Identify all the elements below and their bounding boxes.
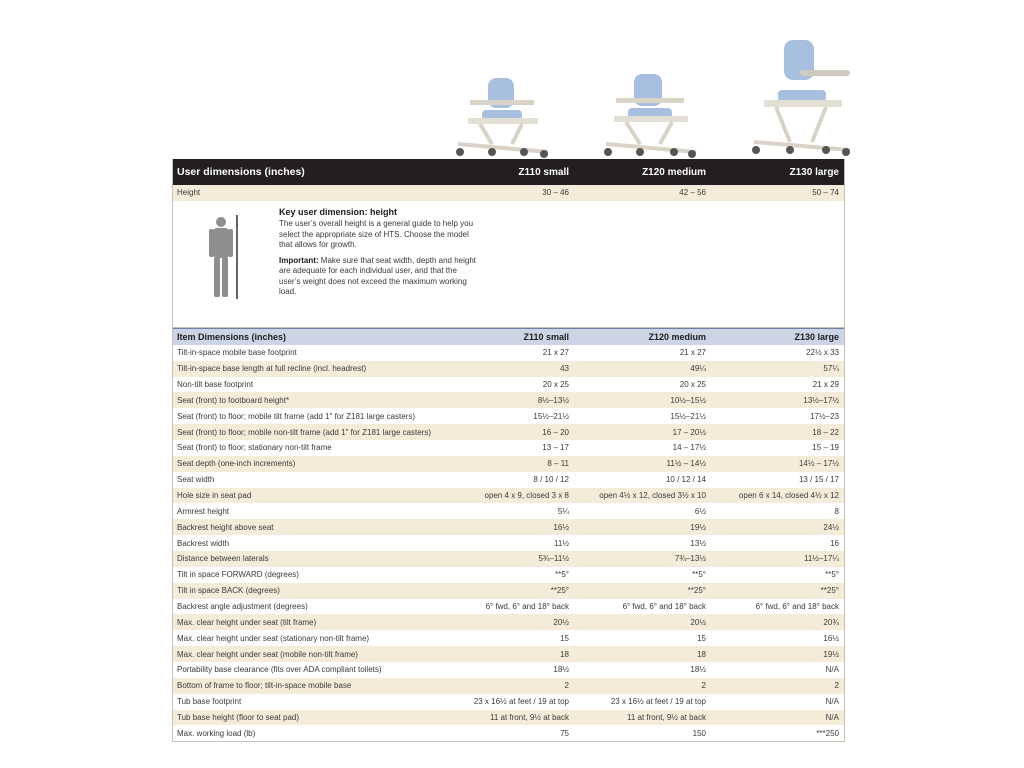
row-value: N/A [825, 697, 839, 707]
row-label: Seat (front) to floor; mobile tilt frame (add 1" for Z181 large casters) [177, 411, 416, 421]
row-value: 15½–21½ [533, 411, 569, 421]
row-value: 16 – 20 [542, 427, 569, 437]
row-value: 17 – 20½ [672, 427, 706, 437]
row-label: Tilt in space BACK (degrees) [177, 586, 280, 596]
col-z120: Z120 medium [642, 166, 706, 178]
row-label: Max. clear height under seat (tilt frame) [177, 617, 317, 627]
row-value: 18 [560, 649, 569, 659]
row-value: 20¾ [823, 617, 839, 627]
row-value: open 6 x 14, closed 4½ x 12 [738, 491, 839, 501]
user-dimensions-header [173, 159, 844, 185]
row-label: Tub base height (floor to seat pad) [177, 713, 299, 723]
product-images [440, 30, 860, 160]
row-label: Tilt in space FORWARD (degrees) [177, 570, 299, 580]
row-value: 20 x 25 [679, 380, 706, 389]
row-value: 18½ [553, 665, 569, 675]
table-row [173, 408, 844, 424]
row-value: 11 at front, 9½ at back [489, 713, 569, 723]
row-value: 18 – 22 [812, 427, 839, 437]
table-row [173, 377, 844, 393]
table-row [173, 345, 844, 361]
row-value: 2 [834, 681, 839, 691]
important-text: Make sure that seat width, depth and height are adequate for each individual user, and that the user’s weight does not exceed the maximum working load. [279, 255, 476, 297]
row-value: 5¾–11½ [538, 554, 569, 564]
table-row [173, 567, 844, 583]
row-value: 21 x 27 [679, 348, 706, 358]
row-value: 18 [697, 649, 706, 659]
row-value: 2 [701, 681, 706, 691]
row-value: 19½ [690, 522, 706, 532]
row-value: 14½ – 17½ [798, 459, 839, 469]
row-value: N/A [825, 665, 839, 675]
table-row [173, 694, 844, 710]
row-value: 18½ [690, 665, 706, 675]
table-row [173, 678, 844, 694]
row-label: Bottom of frame to floor; tilt-in-space mobile base [177, 681, 352, 691]
row-value: 2 [564, 681, 569, 691]
table-row [173, 456, 844, 472]
row-value: 13 – 17 [542, 443, 569, 453]
row-label: Tub base footprint [177, 697, 242, 707]
row-label: Seat (front) to floor; stationary non-tilt frame [177, 443, 332, 453]
row-value: 24½ [823, 522, 839, 532]
row-value: 6° fwd, 6° and 18° back [485, 602, 569, 612]
item-col-z120: Z120 medium [648, 331, 706, 342]
row-value: **25° [550, 586, 569, 596]
row-value: 6° fwd, 6° and 18° back [622, 602, 706, 612]
key-dimension-body: The user’s overall height is a general guide to help you select the appropriate size of HTS. Choose the model that allows for growth. [279, 219, 474, 250]
row-value: 16½ [553, 522, 569, 532]
item-col-z110: Z110 small [523, 331, 569, 342]
table-row [173, 472, 844, 488]
row-value: 57¼ [823, 364, 839, 374]
user-dimensions-title: User dimensions (inches) [177, 166, 305, 178]
row-value: 8 [834, 506, 839, 516]
key-dimension-text [279, 207, 479, 303]
table-row [173, 361, 844, 377]
row-value: 8½–13½ [537, 395, 569, 405]
row-label: Tilt-in-space base length at full recline (incl. headrest) [177, 364, 367, 374]
row-label: Max. clear height under seat (mobile non-tilt frame) [177, 649, 358, 659]
row-value: 22½ x 33 [806, 348, 839, 358]
item-col-z130: Z130 large [794, 331, 839, 342]
row-label: Backrest height above seat [177, 522, 274, 532]
table-row [173, 646, 844, 662]
row-label: Hole size in seat pad [177, 491, 252, 501]
table-row [173, 583, 844, 599]
table-row [173, 599, 844, 615]
item-dimensions-table [173, 345, 844, 741]
height-row [173, 185, 844, 201]
row-value: 15½–21½ [670, 411, 706, 421]
row-label: Distance between laterals [177, 554, 269, 564]
table-row [173, 710, 844, 726]
item-dimensions-title: Item Dimensions (inches) [177, 331, 287, 342]
row-value: 17½–23 [810, 411, 839, 421]
table-row [173, 424, 844, 440]
row-value: 8 / 10 / 12 [533, 475, 569, 485]
important-note [279, 256, 479, 298]
row-label: Seat depth (one-inch increments) [177, 459, 296, 469]
row-label: Seat (front) to floor; mobile non-tilt frame (add 1" for Z181 large casters) [177, 427, 432, 437]
row-value: 15 – 19 [812, 443, 839, 453]
height-z130: 50 – 74 [812, 188, 839, 198]
col-z110: Z110 small [518, 166, 569, 178]
row-label: Backrest angle adjustment (degrees) [177, 602, 308, 612]
row-value: 5¼ [557, 506, 569, 516]
row-value: 11 at front, 9½ at back [626, 713, 706, 723]
dimensions-sheet [172, 159, 845, 742]
row-value: **25° [687, 586, 706, 596]
table-row [173, 440, 844, 456]
row-value: 10½–15½ [670, 395, 706, 405]
table-row [173, 503, 844, 519]
chair-medium-icon [600, 48, 710, 160]
row-value: 13 / 15 / 17 [798, 475, 839, 485]
row-value: 11½ [554, 538, 569, 548]
table-row [173, 488, 844, 504]
row-value: N/A [825, 713, 839, 723]
table-row [173, 392, 844, 408]
row-value: 6° fwd, 6° and 18° back [755, 602, 839, 612]
row-value: **5° [825, 570, 839, 580]
row-value: 13½–17½ [803, 395, 839, 405]
row-value: 8 – 11 [547, 459, 569, 469]
row-value: 16½ [823, 633, 839, 643]
table-row [173, 551, 844, 567]
row-value: 13½ [690, 538, 706, 548]
table-row [173, 630, 844, 646]
row-value: 150 [692, 728, 706, 738]
row-value: 19½ [823, 649, 839, 659]
row-label: Backrest width [177, 538, 230, 548]
row-value: 15 [697, 633, 706, 643]
row-value: 14 – 17½ [672, 443, 706, 453]
row-value: **25° [820, 586, 839, 596]
row-value: 11½ – 14½ [666, 459, 706, 469]
height-label: Height [177, 188, 201, 198]
key-dimension-title: Key user dimension: height [279, 206, 398, 217]
chair-large-icon [750, 30, 860, 160]
row-label: Max. working load (lb) [177, 728, 256, 738]
row-value: 43 [560, 364, 569, 374]
row-label: Max. clear height under seat (stationary non-tilt frame) [177, 633, 370, 643]
row-value: 11½–17¼ [804, 554, 839, 564]
row-label: Non-tilt base footprint [177, 380, 254, 389]
row-label: Portability base clearance (fits over ADA compliant toilets) [177, 665, 382, 675]
row-label: Armrest height [177, 506, 230, 516]
row-value: 21 x 29 [812, 380, 839, 389]
height-z110: 30 – 46 [542, 188, 569, 198]
row-value: 20 x 25 [542, 380, 569, 389]
row-value: **5° [555, 570, 569, 580]
row-value: ***250 [816, 728, 839, 738]
important-label: Important: [279, 255, 319, 265]
row-value: open 4 x 9, closed 3 x 8 [484, 491, 569, 501]
row-value: 20½ [553, 617, 569, 627]
chair-small-icon [452, 48, 562, 160]
person-height-icon [207, 215, 243, 301]
row-label: Seat width [177, 475, 215, 485]
row-value: 75 [560, 728, 569, 738]
row-label: Tilt-in-space mobile base footprint [177, 348, 297, 358]
row-value: 49¼ [690, 364, 706, 374]
item-dimensions-header [173, 328, 844, 345]
table-row [173, 662, 844, 678]
row-value: 20½ [690, 617, 706, 627]
row-value: 6½ [694, 506, 706, 516]
row-value: **5° [692, 570, 706, 580]
table-row [173, 725, 844, 741]
row-value: 10 / 12 / 14 [665, 475, 706, 485]
row-value: 15 [560, 633, 569, 643]
row-value: 16 [830, 538, 839, 548]
row-value: 7¾–13½ [674, 554, 706, 564]
key-dimension-box [173, 201, 844, 328]
row-value: 23 x 16½ at feet / 19 at top [473, 697, 569, 707]
row-value: open 4½ x 12, closed 3½ x 10 [599, 491, 706, 501]
row-value: 23 x 16½ at feet / 19 at top [610, 697, 706, 707]
height-z120: 42 – 56 [679, 188, 706, 198]
col-z130: Z130 large [789, 166, 839, 178]
table-row [173, 535, 844, 551]
table-row [173, 519, 844, 535]
table-row [173, 614, 844, 630]
row-value: 21 x 27 [542, 348, 569, 358]
row-label: Seat (front) to footboard height* [177, 395, 290, 405]
